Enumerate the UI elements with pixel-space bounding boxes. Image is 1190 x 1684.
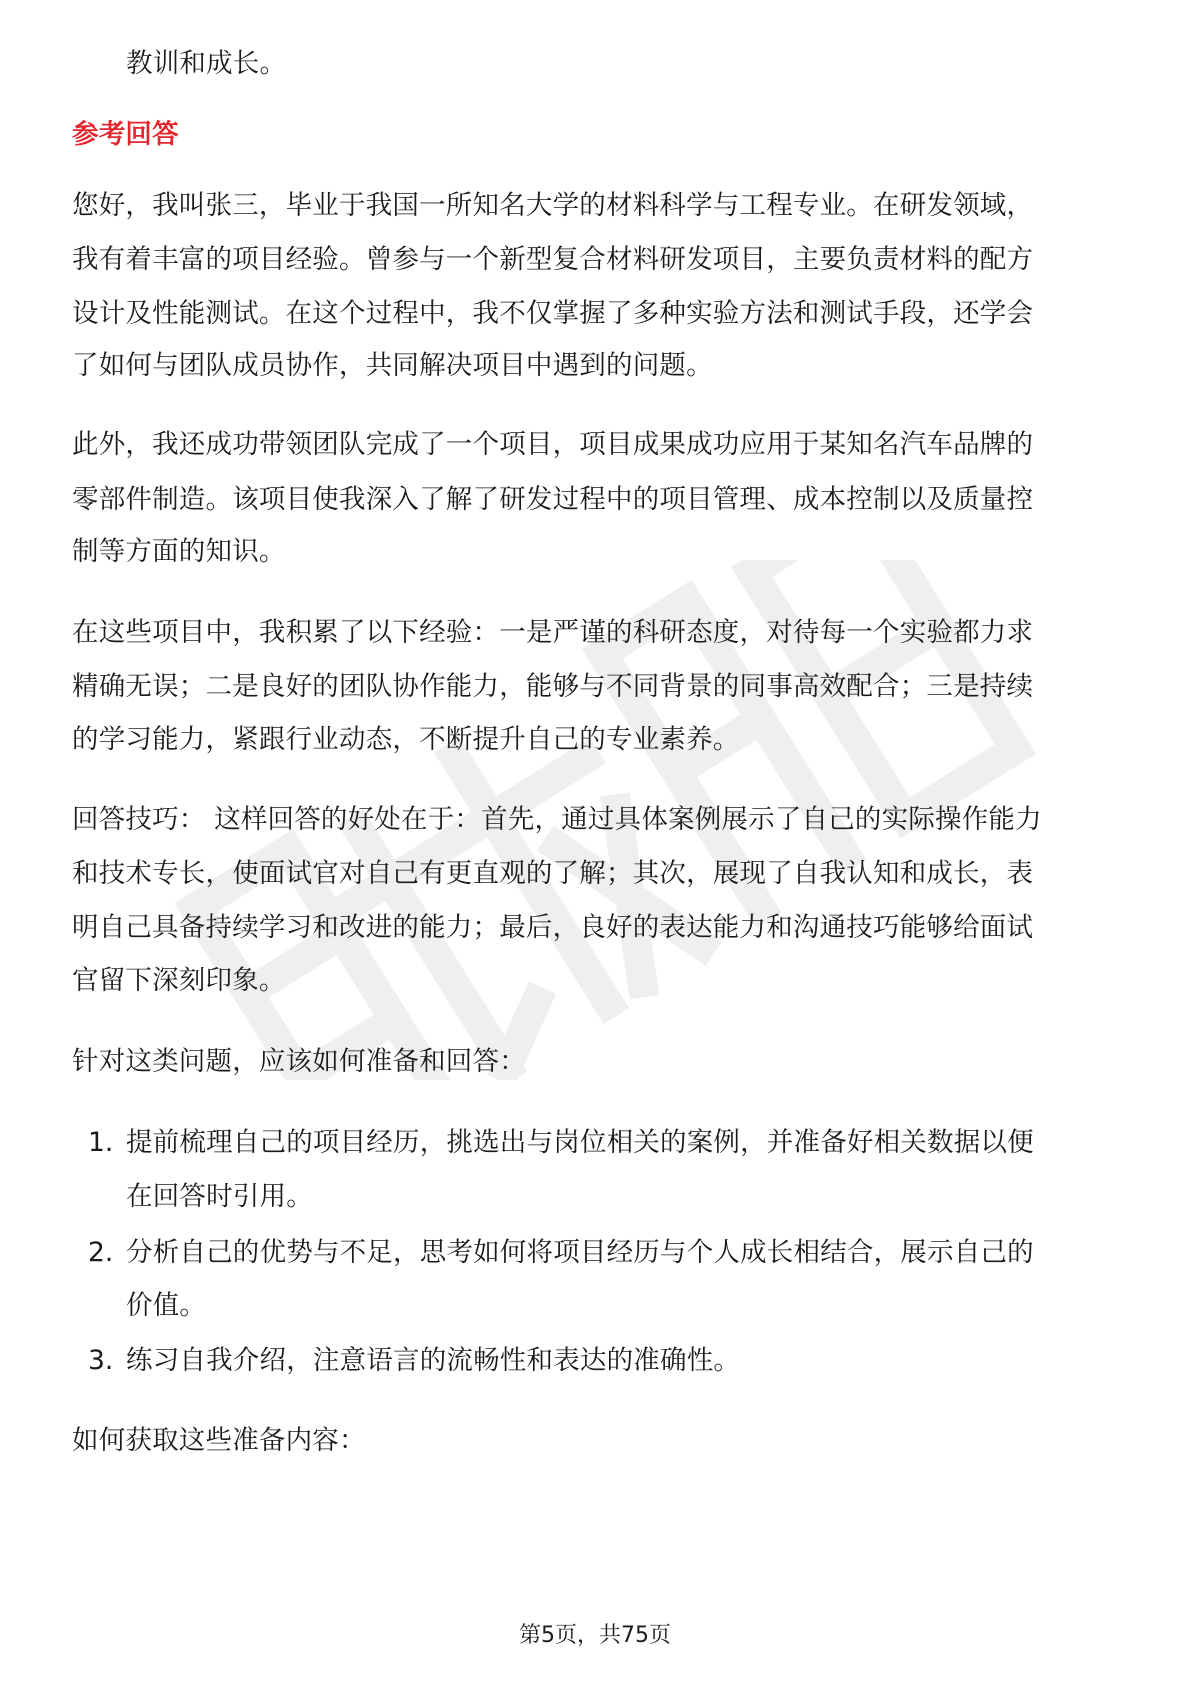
tips-paragraph-line: 明自己具备持续学习和改进的能力；最后，良好的表达能力和沟通技巧能够给面试 bbox=[72, 912, 1034, 943]
tips-paragraph-line: 回答技巧： 这样回答的好处在于：首先，通过具体案例展示了自己的实际操作能力 bbox=[72, 804, 1042, 835]
continuation-text: 教训和成长。 bbox=[126, 48, 287, 79]
paragraph-2-line: 制等方面的知识。 bbox=[72, 536, 286, 567]
list-item-number: 1. bbox=[88, 1127, 114, 1158]
paragraph-1-line: 了如何与团队成员协作，共同解决项目中遇到的问题。 bbox=[72, 350, 713, 381]
paragraph-3-line: 在这些项目中，我积累了以下经验：一是严谨的科研态度，对待每一个实验都力求 bbox=[72, 617, 1034, 648]
tips-paragraph-line: 官留下深刻印象。 bbox=[72, 965, 286, 996]
paragraph-3-line: 精确无误；二是良好的团队协作能力，能够与不同背景的同事高效配合；三是持续 bbox=[72, 671, 1034, 702]
list-item-number: 3. bbox=[88, 1345, 114, 1376]
paragraph-1-line: 我有着丰富的项目经验。曾参与一个新型复合材料研发项目，主要负责材料的配方 bbox=[72, 244, 1034, 275]
list-item-line: 在回答时引用。 bbox=[126, 1181, 313, 1212]
question-heading: 如何获取这些准备内容： bbox=[72, 1425, 366, 1456]
list-item-number: 2. bbox=[88, 1237, 114, 1268]
tips-paragraph-line: 和技术专长，使面试官对自己有更直观的了解；其次，展现了自我认知和成长，表 bbox=[72, 858, 1034, 889]
section-heading: 参考回答 bbox=[72, 119, 179, 150]
question-heading: 针对这类问题，应该如何准备和回答： bbox=[72, 1046, 526, 1077]
paragraph-3-line: 的学习能力，紧跟行业动态，不断提升自己的专业素养。 bbox=[72, 724, 740, 755]
list-item-line: 分析自己的优势与不足，思考如何将项目经历与个人成长相结合，展示自己的 bbox=[126, 1237, 1034, 1268]
page-number-footer: 第5页，共75页 bbox=[519, 1623, 671, 1648]
paragraph-1-line: 设计及性能测试。在这个过程中，我不仅掌握了多种实验方法和测试手段，还学会 bbox=[72, 298, 1034, 329]
list-item-line: 提前梳理自己的项目经历，挑选出与岗位相关的案例，并准备好相关数据以便 bbox=[126, 1127, 1034, 1158]
paragraph-2-line: 此外，我还成功带领团队完成了一个项目，项目成果成功应用于某知名汽车品牌的 bbox=[72, 429, 1034, 460]
paragraph-2-line: 零部件制造。该项目使我深入了解了研发过程中的项目管理、成本控制以及质量控 bbox=[72, 484, 1034, 515]
list-item-line: 价值。 bbox=[126, 1290, 207, 1321]
list-item-line: 练习自我介绍，注意语言的流畅性和表达的准确性。 bbox=[126, 1345, 741, 1376]
paragraph-1-line: 您好，我叫张三，毕业于我国一所知名大学的材料科学与工程专业。在研发领域， bbox=[72, 190, 1034, 221]
